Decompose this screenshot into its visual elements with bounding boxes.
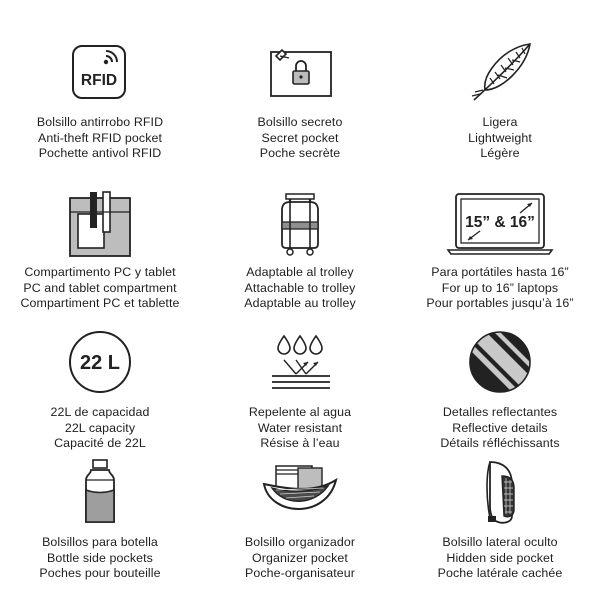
feature-laptop bbox=[400, 188, 600, 328]
caption-es: Para portátiles hasta 16” bbox=[431, 265, 569, 279]
feature-caption bbox=[440, 405, 559, 452]
caption-en: Anti-theft RFID pocket bbox=[37, 130, 163, 145]
caption-es: Repelente al agua bbox=[248, 405, 352, 419]
feature-hidden bbox=[400, 458, 600, 598]
trolley-icon bbox=[260, 188, 340, 256]
feature-bottle bbox=[0, 458, 200, 598]
caption-es: Compartimento PC y tablet bbox=[24, 265, 176, 279]
caption-es: Bolsillo antirrobo RFID bbox=[36, 115, 164, 129]
caption-fr: Pour portables jusqu’à 16” bbox=[426, 296, 574, 310]
feature-water bbox=[200, 328, 400, 458]
hidden-side-pocket-icon bbox=[460, 458, 540, 526]
feature-caption bbox=[468, 115, 532, 162]
capacity-label: 22 L bbox=[79, 352, 121, 374]
caption-en: Organizer pocket bbox=[252, 550, 348, 565]
caption-fr: Poche secrète bbox=[259, 146, 341, 160]
feature-secret bbox=[200, 38, 400, 188]
feature-caption bbox=[245, 535, 355, 582]
feature-caption bbox=[20, 265, 179, 312]
caption-fr: Adaptable au trolley bbox=[244, 296, 356, 310]
caption-en: Secret pocket bbox=[261, 130, 339, 145]
caption-es: Bolsillo secreto bbox=[257, 115, 343, 129]
caption-fr: Résise à l’eau bbox=[260, 436, 340, 450]
caption-es: 22L de capacidad bbox=[50, 405, 150, 419]
feature-caption bbox=[37, 115, 163, 162]
caption-fr: Poche latérale cachée bbox=[437, 566, 563, 580]
water-drops-icon bbox=[260, 328, 340, 396]
padlock-pocket-icon bbox=[260, 38, 340, 106]
feature-caption bbox=[426, 265, 573, 312]
caption-fr: Poche-organisateur bbox=[245, 566, 355, 580]
rfid-pocket-icon bbox=[60, 38, 140, 106]
bottle-icon bbox=[60, 458, 140, 526]
feature-reflective bbox=[400, 328, 600, 458]
caption-en: 22L capacity bbox=[64, 420, 136, 435]
feature-pc bbox=[0, 188, 200, 328]
caption-fr: Capacité de 22L bbox=[54, 436, 146, 450]
laptop-size-label: 15” & 16” bbox=[465, 214, 535, 231]
feature-light bbox=[400, 38, 600, 188]
caption-es: Ligera bbox=[482, 115, 518, 129]
caption-en: PC and tablet compartment bbox=[23, 280, 177, 295]
reflective-stripes-icon bbox=[460, 328, 540, 396]
caption-es: Bolsillo organizador bbox=[244, 535, 356, 549]
organizer-pocket-icon bbox=[260, 458, 340, 526]
caption-en: Hidden side pocket bbox=[446, 550, 554, 565]
caption-es: Adaptable al trolley bbox=[246, 265, 354, 279]
caption-en: Bottle side pockets bbox=[47, 550, 153, 565]
caption-en: For up to 16” laptops bbox=[441, 280, 559, 295]
caption-es: Bolsillos para botella bbox=[42, 535, 158, 549]
rfid-label: RFID bbox=[80, 72, 118, 89]
caption-en: Lightweight bbox=[468, 130, 532, 145]
caption-en: Attachable to trolley bbox=[244, 280, 356, 295]
laptop-size-icon bbox=[460, 188, 540, 256]
feature-rfid bbox=[0, 38, 200, 188]
caption-fr: Détails réfléchissants bbox=[440, 436, 560, 450]
caption-fr: Compartiment PC et tablette bbox=[20, 296, 180, 310]
feature-caption bbox=[249, 405, 351, 452]
feature-trolley bbox=[200, 188, 400, 328]
caption-en: Water resistant bbox=[257, 420, 343, 435]
feature-caption bbox=[438, 535, 563, 582]
caption-es: Bolsillo lateral oculto bbox=[442, 535, 558, 549]
feature-organizer bbox=[200, 458, 400, 598]
caption-fr: Poches pour bouteille bbox=[39, 566, 161, 580]
feature-caption bbox=[51, 405, 150, 452]
feather-icon bbox=[460, 38, 540, 106]
caption-es: Detalles reflectantes bbox=[442, 405, 558, 419]
feature-caption bbox=[258, 115, 343, 162]
laptop-compartment-icon bbox=[60, 188, 140, 256]
feature-capacity bbox=[0, 328, 200, 458]
caption-fr: Pochette antivol RFID bbox=[38, 146, 162, 160]
capacity-badge-icon bbox=[60, 328, 140, 396]
feature-caption bbox=[39, 535, 160, 582]
caption-en: Reflective details bbox=[452, 420, 548, 435]
feature-caption bbox=[244, 265, 356, 312]
caption-fr: Légère bbox=[480, 146, 520, 160]
